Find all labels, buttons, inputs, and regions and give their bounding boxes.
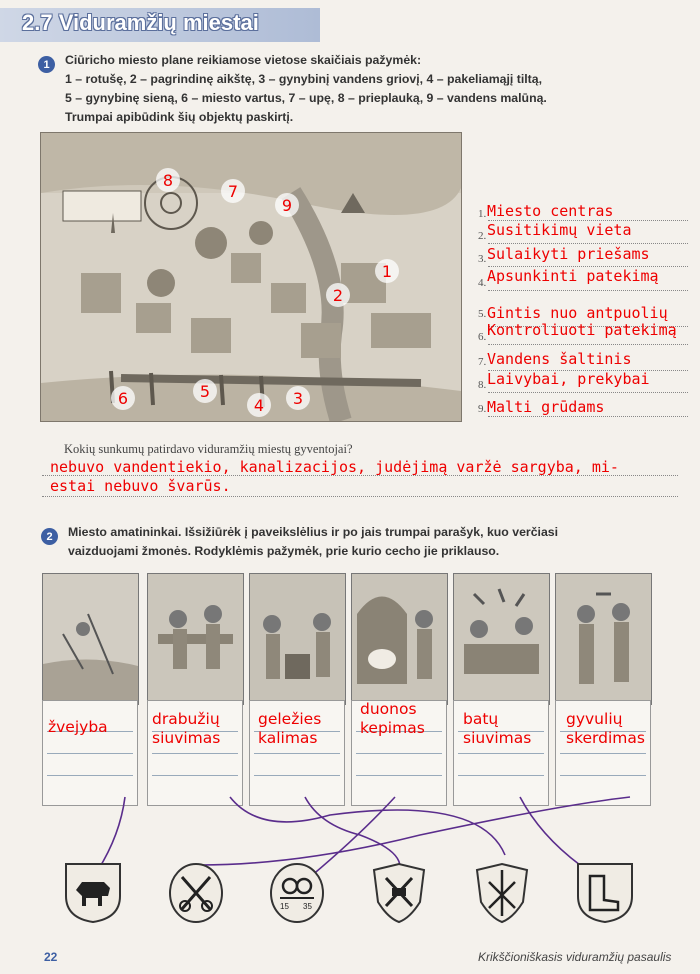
arrow-butchery	[200, 797, 630, 865]
instruction-line: Miesto amatininkai. Išsižiūrėk į paveikslėlius ir po jais trumpai parašyk, kuo verčiasi	[68, 525, 559, 539]
map-marker-7: 7	[221, 179, 245, 203]
craft-answer-box-1[interactable]	[42, 700, 138, 806]
answer-number: 5.	[478, 308, 487, 320]
page-title: 2.7 Viduramžių miestai	[22, 10, 259, 35]
craft-image-baking	[351, 573, 448, 705]
answer-text: Susitikimų vieta	[487, 221, 632, 239]
answer-text: Malti grūdams	[487, 398, 605, 416]
craft-label-line: siuvimas	[463, 729, 532, 747]
map-marker-8: 8	[156, 168, 180, 192]
task-2-instructions	[68, 523, 558, 561]
answer-number: 7.	[478, 356, 487, 368]
craft-label-line: batų	[463, 710, 499, 728]
instruction-line: Trumpai apibūdink šių objektų paskirtį.	[65, 110, 294, 124]
craft-label-blacksmith	[258, 710, 321, 748]
craft-image-butchery	[555, 573, 652, 705]
map-marker-9: 9	[275, 193, 299, 217]
craft-label-line: skerdimas	[566, 729, 645, 747]
craft-image-tailoring	[147, 573, 244, 705]
question-answer-line: nebuvo vandentiekio, kanalizacijos, judėjimą varžė sargyba, mi-	[50, 458, 619, 476]
craft-label-line: kalimas	[258, 729, 318, 747]
answer-text: Sulaikyti priešams	[487, 245, 650, 263]
craft-label-line: siuvimas	[152, 729, 221, 747]
task-1-badge: 1	[38, 56, 55, 73]
guild-shield-boot-icon	[576, 862, 634, 924]
guild-shield-tools-icon	[473, 862, 531, 924]
answer-number: 2.	[478, 230, 487, 242]
zurich-city-map	[40, 132, 462, 422]
answer-text: Laivybai, prekybai	[487, 370, 650, 388]
map-marker-6: 6	[111, 386, 135, 410]
answer-text: Gintis nuo antpuolių	[487, 304, 668, 322]
craft-image-blacksmith	[249, 573, 346, 705]
map-marker-1: 1	[375, 259, 399, 283]
map-marker-3: 3	[286, 386, 310, 410]
craft-label-line: kepimas	[360, 719, 425, 737]
answer-text: Apsunkinti patekimą	[487, 267, 659, 285]
map-engraving	[41, 133, 461, 421]
craft-label-shoemaking	[463, 710, 531, 748]
map-marker-5: 5	[193, 379, 217, 403]
task-2-badge: 2	[41, 528, 58, 545]
craft-label-line: geležies	[258, 710, 322, 728]
answer-text: Miesto centras	[487, 202, 614, 220]
answer-list	[478, 200, 688, 420]
map-marker-2: 2	[326, 283, 350, 307]
answer-number: 3.	[478, 253, 487, 265]
guild-shield-scissors-icon	[167, 862, 225, 924]
answer-text: Vandens šaltinis	[487, 350, 632, 368]
craft-label-line: duonos	[360, 700, 417, 718]
instruction-line: Ciūricho miesto plane reikiamose vietose skaičiais pažymėk:	[65, 53, 422, 67]
question-text: Kokių sunkumų patirdavo viduramžių miestų gyventojai?	[64, 442, 353, 456]
instruction-line: 1 – rotušę, 2 – pagrindinę aikštę, 3 – gynybinį vandens griovį, 4 – pakeliamąjį tiltą,	[65, 72, 543, 86]
page-number: 22	[44, 950, 58, 964]
guild-shield-pretzel-icon	[268, 862, 326, 924]
answer-number: 6.	[478, 331, 487, 343]
answer-number: 1.	[478, 208, 487, 220]
answer-number: 8.	[478, 379, 487, 391]
guild-shield-bull-icon	[64, 862, 122, 924]
book-title: Krikščioniškasis viduramžių pasaulis	[478, 950, 672, 964]
answer-number: 4.	[478, 277, 487, 289]
arrow-shoemaking	[520, 797, 580, 865]
craft-image-shoemaking	[453, 573, 550, 705]
question-answer-line: estai nebuvo švarūs.	[50, 477, 231, 495]
craft-label-line: gyvulių	[566, 710, 623, 728]
craft-label-tailoring	[152, 710, 220, 748]
instruction-line: vaizduojami žmonės. Rodyklėmis pažymėk, prie kurio cecho jie priklauso.	[68, 544, 500, 558]
shield-year-right: 35	[303, 902, 312, 911]
craft-label-fishing	[48, 718, 108, 737]
craft-label-butchery	[566, 710, 645, 748]
arrow-fishing	[98, 797, 125, 870]
answer-number: 9.	[478, 403, 487, 415]
craft-image-fishing	[42, 573, 139, 705]
instruction-line: 5 – gynybinę sieną, 6 – miesto vartus, 7 – upę, 8 – prieplauką, 9 – vandens malūną.	[65, 91, 547, 105]
shield-year-left: 15	[280, 902, 289, 911]
task-1-instructions	[65, 51, 547, 127]
answer-text: Kontroliuoti patekimą	[487, 321, 677, 339]
craft-label-line: drabužių	[152, 710, 220, 728]
guild-shield-anvil-icon	[370, 862, 428, 924]
craft-label-baking	[360, 700, 425, 738]
map-marker-4: 4	[247, 393, 271, 417]
craft-label-line: žvejyba	[48, 718, 108, 736]
